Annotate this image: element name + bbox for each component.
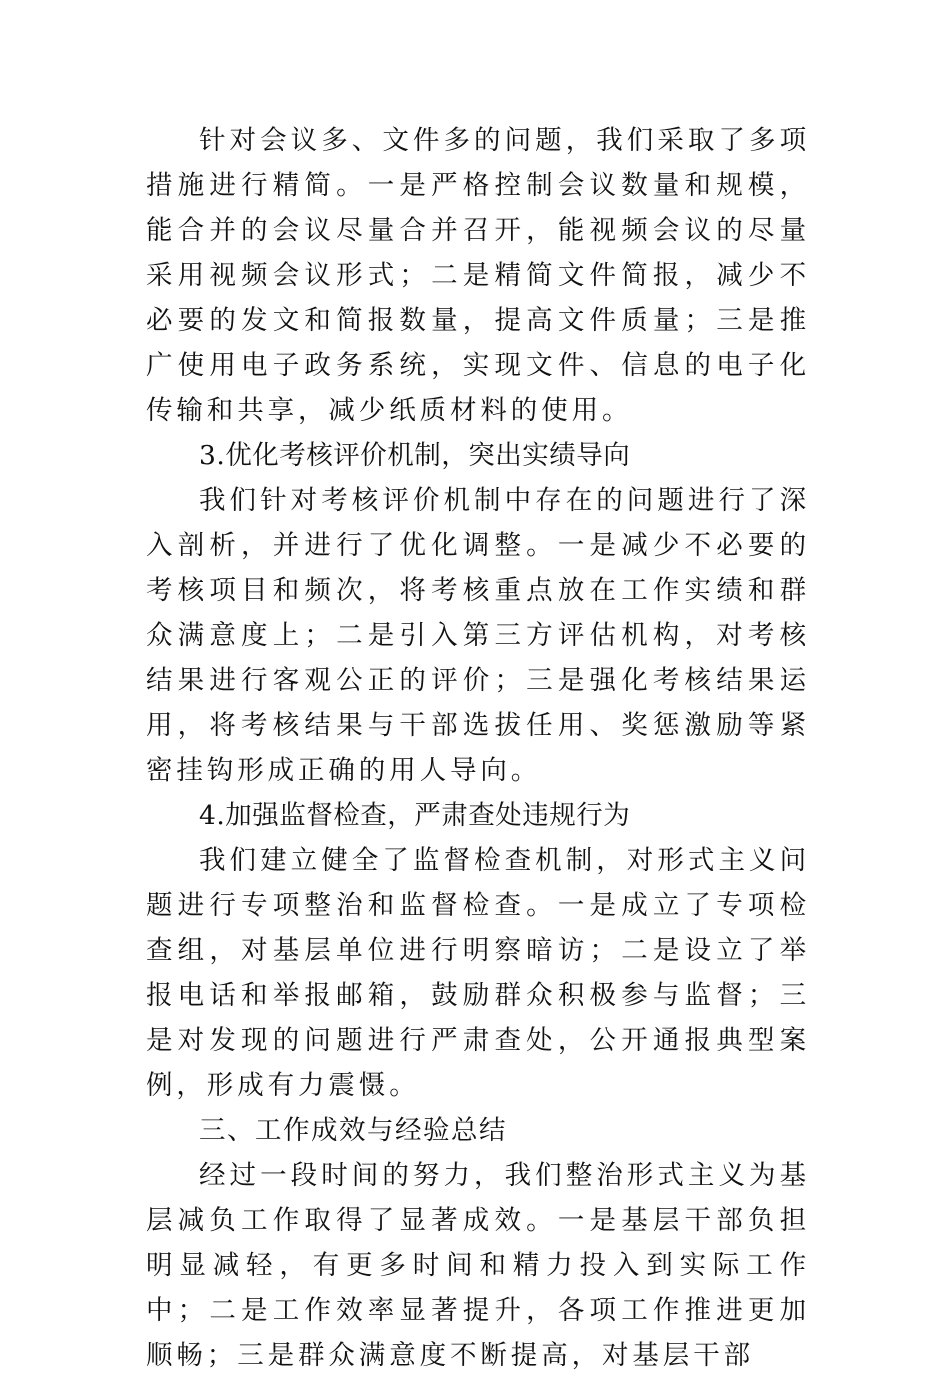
section-heading-results: 三、工作成效与经验总结	[199, 1115, 507, 1146]
paragraph-meeting-reduction: 针对会议多、文件多的问题，我们采取了多项措施进行精简。一是严格控制会议数量和规模，能合并的会议尽量合并召开，能视频会议的尽量采用视频会议形式；二是精简文件简报，减少不必要的发文和简报数量，提高文件质量；三是推广使用电子政务系统，实现文件、信息的电子化传输和共享，减少纸质材料的使用。	[146, 125, 810, 426]
subheading-supervision: 4.加强监督检查，严肃查处违规行为	[199, 800, 631, 831]
paragraph-results: 经过一段时间的努力，我们整治形式主义为基层减负工作取得了显著成效。一是基层干部负担明显减轻，有更多时间和精力投入到实际工作中；二是工作效率显著提升，各项工作推进更加顺畅；三是群众满意度不断提高，对基层干部	[146, 1160, 810, 1371]
subheading-assessment: 3.优化考核评价机制，突出实绩导向	[199, 440, 631, 471]
document-page	[146, 118, 810, 1378]
paragraph-assessment: 我们针对考核评价机制中存在的问题进行了深入剖析，并进行了优化调整。一是减少不必要的考核项目和频次，将考核重点放在工作实绩和群众满意度上；二是引入第三方评估机构，对考核结果进行客观公正的评价；三是强化考核结果运用，将考核结果与干部选拔任用、奖惩激励等紧密挂钩形成正确的用人导向。	[146, 485, 810, 786]
paragraph-supervision: 我们建立健全了监督检查机制，对形式主义问题进行专项整治和监督检查。一是成立了专项检查组，对基层单位进行明察暗访；二是设立了举报电话和举报邮箱，鼓励群众积极参与监督；三是对发现的问题进行严肃查处，公开通报典型案例，形成有力震慑。	[146, 845, 810, 1101]
